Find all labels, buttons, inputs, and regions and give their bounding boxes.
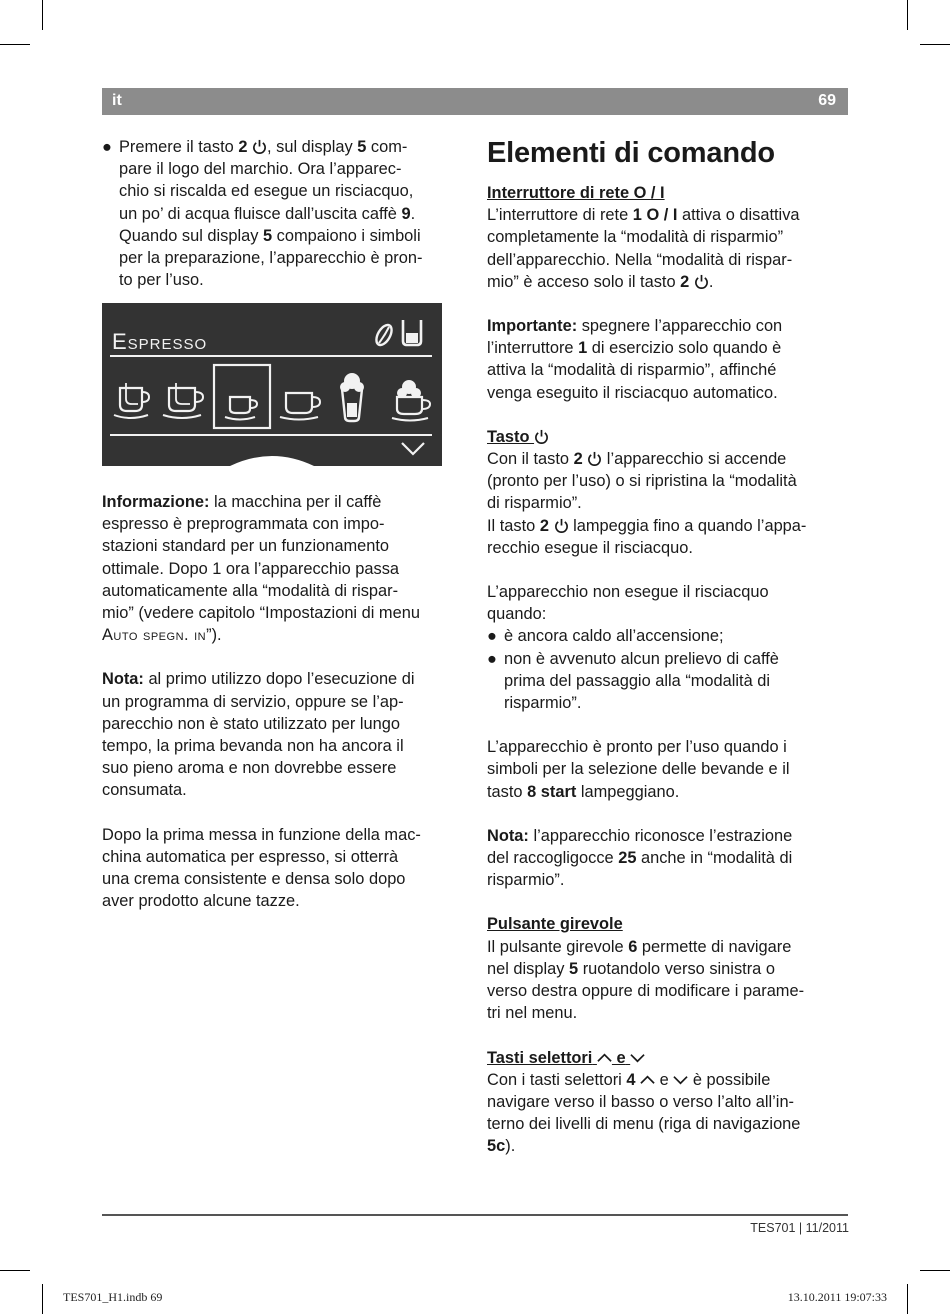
cup-size-icon	[403, 320, 421, 345]
display-title: Espresso	[112, 329, 208, 354]
first-use-paragraph: Dopo la prima messa in funzione della mac- china automatica per espresso, si otterrà una crema consistente e densa solo dopo aver prodotto alcune tazze.	[102, 825, 421, 911]
print-timestamp: 13.10.2011 19:07:33	[787, 1290, 887, 1304]
subheading: Interruttore di rete O / I	[487, 184, 665, 202]
right-column	[487, 136, 849, 1158]
power-button-section: Tasto Con il tasto 2 l’apparecchio si accende (pronto per l’uso) o si ripristina la “modalità di risparmio”. Il tasto 2 lampeggia fino a quando l’appa- recchio esegue il risciacquo.	[487, 427, 807, 557]
power-icon	[534, 429, 549, 444]
bullet-dot: ●	[102, 138, 112, 156]
list-item: ● è ancora caldo all’accensione;	[487, 627, 724, 646]
crop-mark	[920, 44, 950, 45]
left-column-bottom	[102, 491, 467, 912]
note-paragraph: Nota: al primo utilizzo dopo l’esecuzione di un programma di servizio, oppure se l’ap- parecchio non è stato utilizzato per lungo tempo, la prima bevanda non ha ancora il suo pieno aroma e non dovrebbe essere consumata.	[102, 670, 415, 800]
crop-mark	[907, 0, 908, 30]
display-arc	[230, 456, 314, 466]
coffee-icon	[280, 393, 320, 420]
menu-item-name: Auto spegn. in	[102, 626, 207, 645]
model-date: TES701 | 11/2011	[750, 1221, 849, 1235]
power-icon	[587, 451, 602, 466]
selector-keys-section: Tasti selettori e Con i tasti selettori 4 e è possibile navigare verso il basso o verso l’alto all’in- terno dei livelli di menu (riga di navigazione 5c).	[487, 1048, 801, 1156]
chevron-up-icon	[640, 1072, 655, 1087]
subheading: Pulsante girevole	[487, 915, 623, 934]
rotary-knob-section: Pulsante girevole Il pulsante girevole 6 permette di navigare nel display 5 ruotandolo verso sinistra o verso destra oppure di modificare i parame- tri nel menu.	[487, 913, 849, 1024]
drip-tray-note: Nota: l’apparecchio riconosce l’estrazione del raccogligocce 25 anche in “modalità di risparmio”.	[487, 826, 793, 890]
page-number: 69	[818, 92, 836, 109]
cappuccino-icon	[392, 380, 430, 421]
power-icon	[252, 139, 267, 154]
crop-mark	[907, 1284, 908, 1314]
subheading: Tasti selettori	[487, 1048, 593, 1067]
chevron-down-icon	[673, 1072, 688, 1087]
chevron-down-icon	[630, 1050, 645, 1065]
power-icon	[694, 274, 709, 289]
crop-mark	[0, 1270, 30, 1271]
chevron-down-icon	[402, 443, 424, 454]
chevron-up-icon	[597, 1050, 612, 1065]
print-file-info: TES701_H1.indb 69	[63, 1290, 163, 1304]
coffee-machine-display	[102, 303, 442, 466]
left-column-top	[102, 136, 467, 291]
espresso-double-icon	[114, 383, 149, 418]
crop-mark	[920, 1270, 950, 1271]
footer-divider	[102, 1214, 848, 1216]
no-rinse-section: L’apparecchio non esegue il risciacquo quando: ● è ancora caldo all’accensione; ● non è avvenuto alcun prelievo di caffè prima del passaggio alla “modalità di risparmio”.	[487, 581, 849, 714]
power-icon	[554, 518, 569, 533]
crop-mark	[0, 44, 30, 45]
page-header	[102, 88, 848, 115]
section-title: Elementi di comando	[487, 137, 775, 169]
crop-mark	[42, 0, 43, 30]
coffee-double-icon	[163, 383, 203, 418]
ready-paragraph: L’apparecchio è pronto per l’uso quando i simboli per la selezione delle bevande e il tasto 8 start lampeggiano.	[487, 738, 790, 801]
info-paragraph: Informazione: la macchina per il caffè espresso è preprogrammata con impo- stazioni standard per un funzionamento ottimale. Dopo 1 ora l’apparecchio passa automaticamente alla “modalità di rispar- mio” (vedere capitolo “Impostazioni di menu Auto spegn. in”).	[102, 493, 420, 645]
main-switch-section: Interruttore di rete O / I L’interruttore di rete 1 O / I attiva o disattiva completamente la “modalità di risparmio” dell’apparecchio. Nella “modalità di rispar- mio” è acceso solo il tasto 2 .	[487, 182, 849, 293]
important-paragraph: Importante: spegnere l’apparecchio con l’interruttore 1 di esercizio solo quando è attiva la “modalità di risparmio”, affinché venga eseguito il risciacquo automatico.	[487, 317, 783, 402]
list-item: ● non è avvenuto alcun prelievo di caffè prima del passaggio alla “modalità di risparmio”.	[487, 649, 779, 713]
language-code: it	[112, 92, 122, 109]
coffee-bean-icon	[373, 322, 394, 347]
subheading: Tasto	[487, 427, 530, 446]
espresso-icon	[225, 397, 257, 420]
latte-macchiato-icon	[340, 373, 364, 421]
bullet-power-on: ● Premere il tasto 2 , sul display 5 com- pare il logo del marchio. Ora l’apparec- chio si riscalda ed esegue un risciacquo, un po’ di acqua fluisce dall’uscita caffè 9. Quando sul display 5 compaiono i simboli per la preparazione, l’apparecchio è pron- to per l’uso.	[102, 138, 423, 290]
crop-mark	[42, 1284, 43, 1314]
